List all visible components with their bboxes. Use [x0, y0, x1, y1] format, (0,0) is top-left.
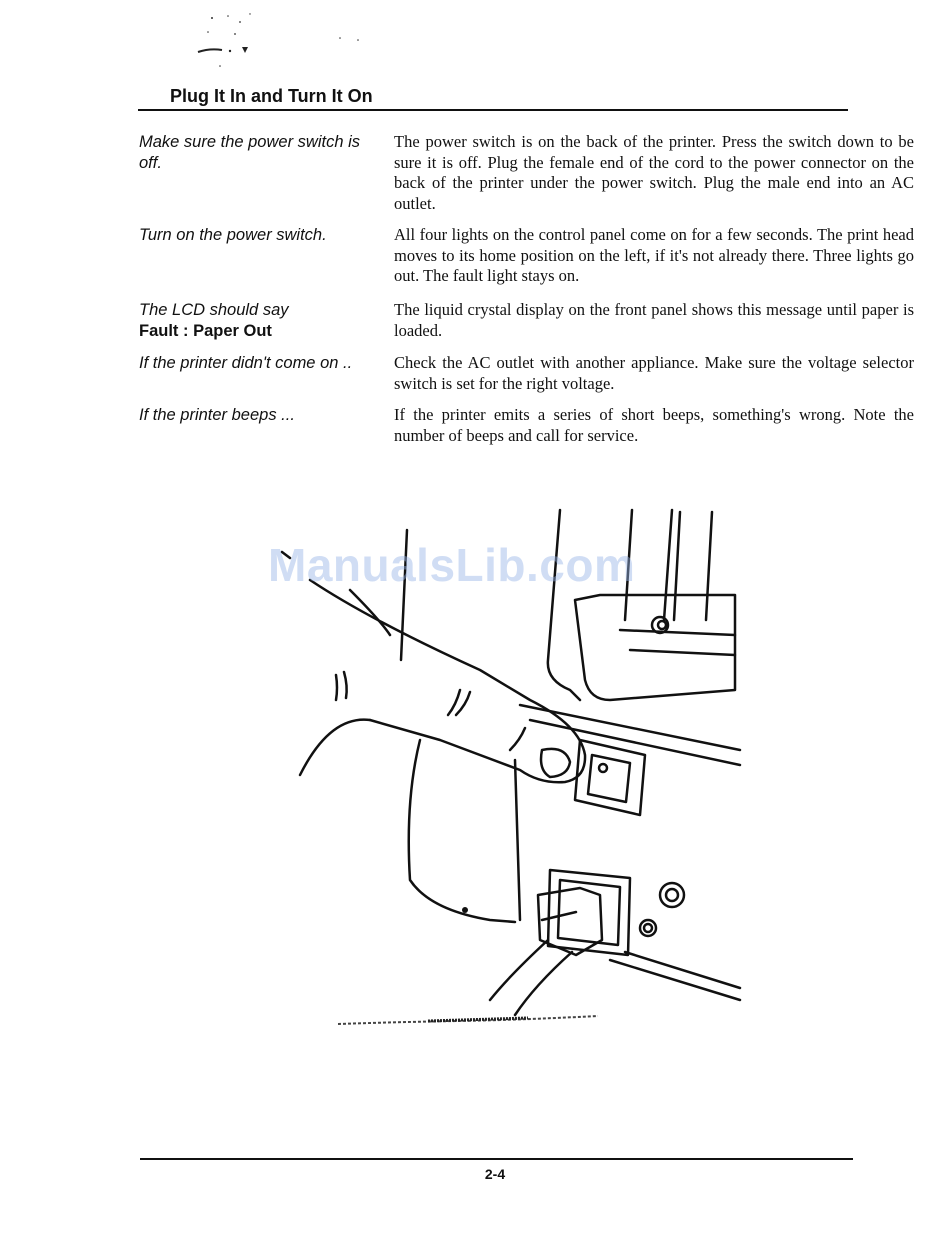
knuckle-crease: [336, 675, 337, 700]
printer-edge: [520, 705, 740, 750]
footer-rule: [140, 1158, 853, 1160]
instruction-text: Make sure the power switch is off.: [139, 133, 361, 172]
instruction-detail: Check the AC outlet with another appliance. Make sure the voltage selector switch is set for the right voltage.: [394, 353, 914, 393]
instruction-text: If the printer didn't come on ..: [139, 354, 353, 372]
knuckle: [350, 590, 390, 635]
printer-edge-line: [674, 512, 680, 620]
lcd-message: Fault : Paper Out: [139, 322, 272, 340]
mounting-screw: [640, 920, 656, 936]
title-rule: [138, 109, 848, 111]
instruction-block: [139, 300, 379, 342]
watermark: ManualsLib.com: [268, 539, 636, 591]
cover-panel: [575, 595, 735, 700]
hand-palm: [409, 740, 515, 922]
page-number: 2-4: [484, 1166, 506, 1182]
scan-specks: [190, 10, 370, 72]
printer-edge-line: [664, 510, 672, 620]
scan-smudge: [338, 1012, 608, 1028]
fingernail: [541, 749, 570, 777]
instruction-detail: If the printer emits a series of short beeps, something's wrong. Note the number of beeps and call for service.: [394, 405, 914, 445]
finger: [310, 580, 585, 782]
knuckle-crease: [344, 672, 347, 698]
rocker-switch: [588, 755, 630, 802]
platen-bar: [630, 650, 735, 655]
power-cord: [515, 952, 572, 1015]
power-cord: [490, 940, 548, 1000]
instruction-detail: The power switch is on the back of the printer. Press the switch down to be sure it is off. Plug the female end of the cord to the power connector on the back of the printer under the power switch. Plug the male end into an AC outlet.: [394, 132, 914, 213]
knuckle-crease: [510, 728, 525, 750]
mounting-screw: [660, 883, 684, 907]
printer-base-line: [610, 960, 740, 1000]
platen-bar: [620, 630, 735, 635]
instruction-text: If the printer beeps ...: [139, 406, 295, 424]
switch-mark: [599, 764, 607, 772]
instruction-detail: All four lights on the control panel come on for a few seconds. The print head moves to its home position on the left, if it's not already there. Three lights go out. The fault light stays on.: [394, 225, 914, 285]
mounting-screw: [644, 924, 652, 932]
hand-side: [515, 760, 520, 920]
instruction-text: The LCD should say: [139, 301, 289, 319]
switch-housing: [575, 740, 645, 815]
mounting-screw: [666, 889, 678, 901]
section-title: Plug It In and Turn It On: [170, 86, 373, 106]
printer-edge-line: [706, 512, 712, 620]
instruction-detail: The liquid crystal display on the front panel shows this message until paper is loaded.: [394, 300, 914, 340]
instruction-text: Turn on the power switch.: [139, 226, 327, 244]
hand-palm: [300, 720, 370, 775]
platen-knob: [658, 621, 666, 629]
